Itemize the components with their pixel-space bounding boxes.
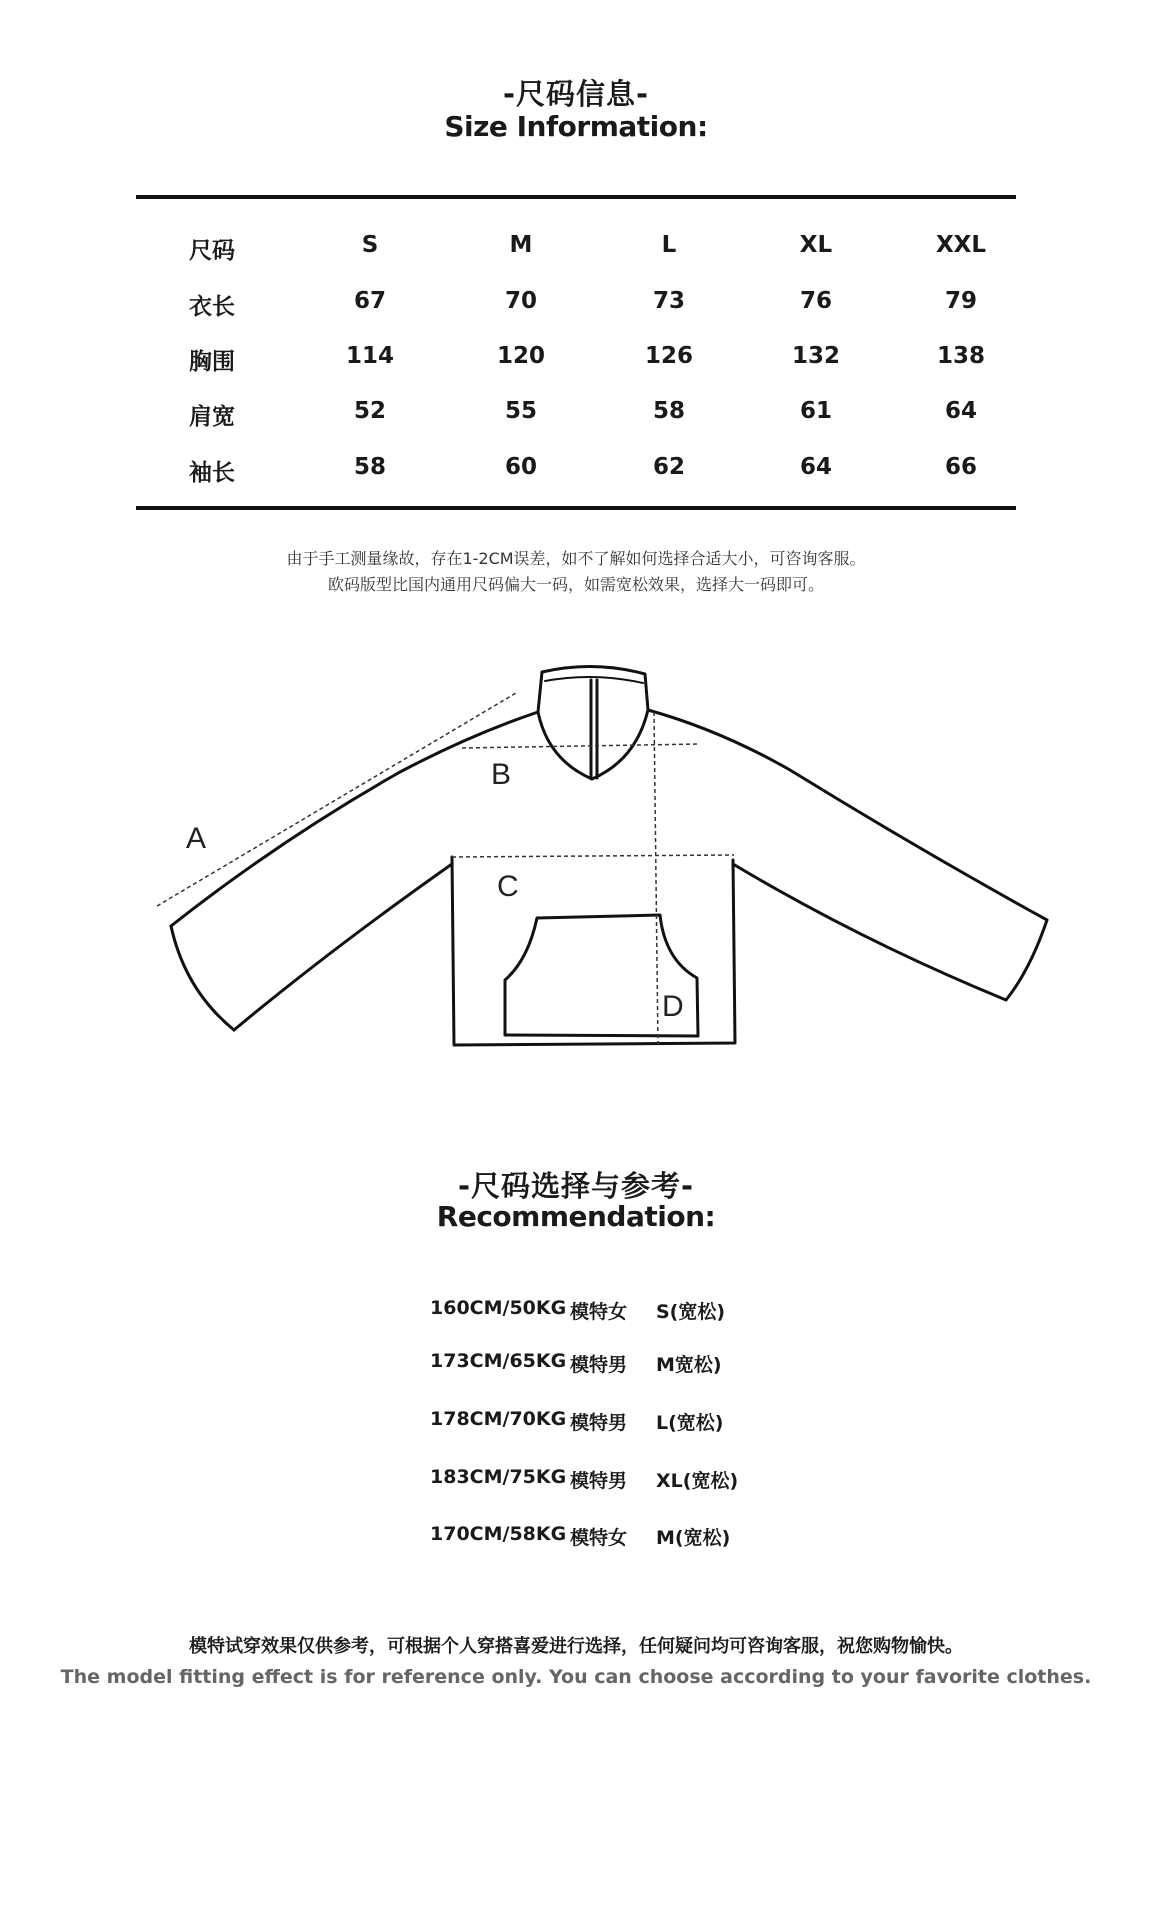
table-cell: 袖长	[189, 460, 235, 486]
table-cell: 55	[504, 398, 537, 424]
table-header-cell: XXL	[935, 232, 987, 258]
recommendation-row	[0, 1466, 1152, 1492]
table-cell: 66	[944, 454, 977, 480]
recommendation-row	[0, 1523, 1152, 1549]
footer-cn: 模特试穿效果仅供参考，可根据个人穿搭喜爱进行选择，任何疑问均可咨询客服，祝您购物愉快。	[189, 1636, 963, 1657]
recommendation-title-en: Recommendation:	[436, 1200, 716, 1233]
size-info-title-cn: -尺码信息-	[502, 77, 650, 111]
model-label: 模特女	[570, 1301, 628, 1323]
size-choice: XL(宽松)	[656, 1470, 739, 1492]
table-cell: 126	[644, 343, 693, 369]
table-cell: 胸围	[189, 349, 235, 375]
sizing-note: 欧码版型比国内通用尺码偏大一码，如需宽松效果，选择大一码即可。	[327, 575, 824, 594]
table-header-cell: L	[661, 232, 677, 258]
table-cell: 64	[799, 454, 832, 480]
table-header-cell: S	[361, 232, 379, 258]
label-b: B	[491, 758, 512, 791]
table-cell: 70	[504, 288, 537, 314]
body-measurement: 178CM/70KG	[430, 1408, 567, 1430]
model-label: 模特男	[570, 1354, 628, 1376]
table-cell: 64	[944, 398, 977, 424]
body-measurement: 183CM/75KG	[430, 1466, 567, 1488]
table-cell: 58	[353, 454, 386, 480]
body-measurement: 170CM/58KG	[430, 1523, 567, 1545]
size-choice: S(宽松)	[656, 1301, 726, 1323]
body-measurement: 160CM/50KG	[430, 1297, 567, 1319]
table-cell: 60	[504, 454, 537, 480]
table-cell: 138	[936, 343, 985, 369]
label-d: D	[662, 990, 684, 1023]
table-cell: 衣长	[189, 294, 235, 320]
table-header-cell: M	[509, 232, 533, 258]
table-cell: 58	[652, 398, 685, 424]
table-cell: 76	[799, 288, 832, 314]
body-measurement: 173CM/65KG	[430, 1350, 567, 1372]
table-cell: 52	[353, 398, 386, 424]
table-cell: 67	[353, 288, 386, 314]
measurement-note: 由于手工测量缘故，存在1-2CM误差，如不了解如何选择合适大小，可咨询客服。	[286, 549, 866, 568]
table-cell: 61	[799, 398, 832, 424]
size-info-title-en: Size Information:	[444, 110, 708, 143]
model-label: 模特女	[570, 1527, 628, 1549]
table-cell: 132	[791, 343, 840, 369]
size-choice: M(宽松)	[656, 1527, 731, 1549]
footer-en: The model fitting effect is for reference only. You can choose according to your favorite clothes.	[60, 1666, 1092, 1688]
model-label: 模特男	[570, 1412, 628, 1434]
recommendation-row	[0, 1297, 1152, 1323]
recommendation-title-cn: -尺码选择与参考-	[457, 1169, 695, 1203]
model-label: 模特男	[570, 1470, 628, 1492]
table-cell: 肩宽	[189, 404, 235, 430]
table-header-cell: XL	[799, 232, 833, 258]
size-choice: L(宽松)	[656, 1412, 724, 1434]
table-cell: 120	[496, 343, 545, 369]
table-cell: 79	[944, 288, 977, 314]
size-choice: M宽松)	[656, 1354, 722, 1376]
table-cell: 114	[345, 343, 394, 369]
label-a: A	[186, 822, 207, 855]
recommendation-row	[0, 1408, 1152, 1434]
table-cell: 62	[652, 454, 685, 480]
label-c: C	[497, 870, 519, 903]
recommendation-row	[0, 1350, 1152, 1376]
table-cell: 73	[652, 288, 685, 314]
table-header-cell: 尺码	[189, 238, 235, 264]
